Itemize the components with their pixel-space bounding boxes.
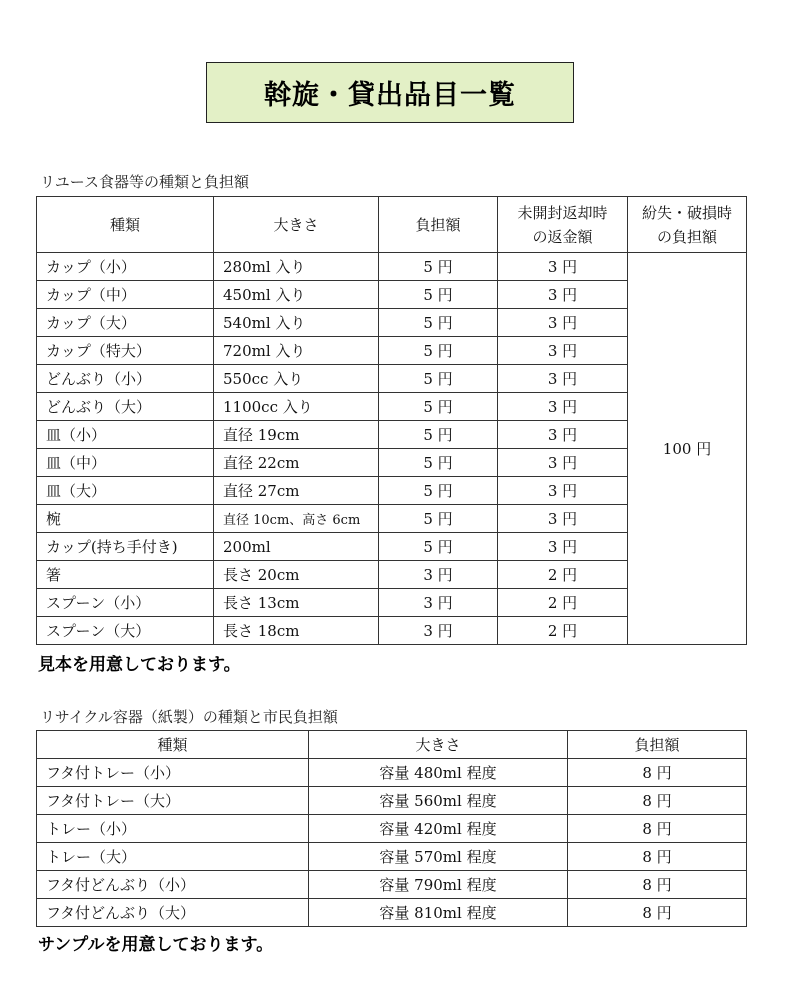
item-fee: 5 円 <box>379 253 498 281</box>
item-refund: 3 円 <box>498 505 628 533</box>
recycle-header-fee: 負担額 <box>568 731 747 759</box>
page-title: 斡旋・貸出品目一覧 <box>264 80 516 111</box>
item-fee: 3 円 <box>379 617 498 645</box>
reuse-table <box>36 196 747 645</box>
recycle-header-type: 種類 <box>37 731 309 759</box>
reuse-caption: リユース食器等の種類と負担額 <box>40 173 249 191</box>
table-row <box>37 253 747 281</box>
item-refund: 3 円 <box>498 281 628 309</box>
item-refund: 3 円 <box>498 477 628 505</box>
item-size: 直径 22cm <box>214 449 379 477</box>
container-fee: 8 円 <box>568 759 747 787</box>
container-fee: 8 円 <box>568 787 747 815</box>
item-refund: 2 円 <box>498 561 628 589</box>
container-type: フタ付トレー（大） <box>37 787 309 815</box>
item-type: 皿（大） <box>37 477 214 505</box>
table-row <box>37 787 747 815</box>
item-fee: 5 円 <box>379 365 498 393</box>
item-refund: 2 円 <box>498 617 628 645</box>
container-size: 容量 570ml 程度 <box>309 843 568 871</box>
item-type: カップ（特大） <box>37 337 214 365</box>
item-size: 長さ 20cm <box>214 561 379 589</box>
item-size: 550cc 入り <box>214 365 379 393</box>
item-refund: 3 円 <box>498 365 628 393</box>
item-type: スプーン（小） <box>37 589 214 617</box>
item-type: カップ（中） <box>37 281 214 309</box>
table-row <box>37 843 747 871</box>
item-size: 長さ 13cm <box>214 589 379 617</box>
reuse-header-fee: 負担額 <box>379 197 498 253</box>
item-refund: 3 円 <box>498 253 628 281</box>
container-type: フタ付どんぶり（大） <box>37 899 309 927</box>
loss-fee-cell: 100 円 <box>628 253 747 645</box>
item-fee: 5 円 <box>379 393 498 421</box>
item-refund: 3 円 <box>498 533 628 561</box>
item-fee: 5 円 <box>379 421 498 449</box>
container-type: フタ付トレー（小） <box>37 759 309 787</box>
reuse-header-size: 大きさ <box>214 197 379 253</box>
item-refund: 3 円 <box>498 309 628 337</box>
item-type: 皿（中） <box>37 449 214 477</box>
recycle-header-size: 大きさ <box>309 731 568 759</box>
item-refund: 3 円 <box>498 337 628 365</box>
title-box <box>206 62 574 123</box>
table-row <box>37 871 747 899</box>
reuse-header-row <box>37 197 747 253</box>
item-fee: 5 円 <box>379 449 498 477</box>
container-size: 容量 560ml 程度 <box>309 787 568 815</box>
item-type: 箸 <box>37 561 214 589</box>
reuse-header-loss-line2: の負担額 <box>656 227 717 246</box>
reuse-header-type: 種類 <box>37 197 214 253</box>
recycle-note: サンプルを用意しております。 <box>38 935 274 955</box>
container-type: フタ付どんぶり（小） <box>37 871 309 899</box>
item-size: 直径 27cm <box>214 477 379 505</box>
item-fee: 5 円 <box>379 533 498 561</box>
item-size: 450ml 入り <box>214 281 379 309</box>
table-row <box>37 899 747 927</box>
table-row <box>37 759 747 787</box>
item-size: 720ml 入り <box>214 337 379 365</box>
item-fee: 3 円 <box>379 561 498 589</box>
table-row <box>37 815 747 843</box>
recycle-header-row <box>37 731 747 759</box>
item-refund: 3 円 <box>498 393 628 421</box>
item-type: 椀 <box>37 505 214 533</box>
reuse-header-loss <box>628 197 747 253</box>
item-type: 皿（小） <box>37 421 214 449</box>
container-size: 容量 420ml 程度 <box>309 815 568 843</box>
item-fee: 5 円 <box>379 477 498 505</box>
item-size: 280ml 入り <box>214 253 379 281</box>
container-fee: 8 円 <box>568 899 747 927</box>
item-size: 200ml <box>214 533 379 561</box>
item-fee: 5 円 <box>379 281 498 309</box>
item-refund: 2 円 <box>498 589 628 617</box>
container-type: トレー（大） <box>37 843 309 871</box>
reuse-note: 見本を用意しております。 <box>38 655 241 675</box>
item-refund: 3 円 <box>498 449 628 477</box>
item-size: 540ml 入り <box>214 309 379 337</box>
item-size: 長さ 18cm <box>214 617 379 645</box>
item-type: どんぶり（小） <box>37 365 214 393</box>
reuse-header-loss-line1: 紛失・破損時 <box>641 203 732 222</box>
item-type: どんぶり（大） <box>37 393 214 421</box>
container-fee: 8 円 <box>568 843 747 871</box>
reuse-header-refund-line2: の返金額 <box>532 227 593 246</box>
item-fee: 5 円 <box>379 505 498 533</box>
container-type: トレー（小） <box>37 815 309 843</box>
item-size: 直径 19cm <box>214 421 379 449</box>
recycle-caption: リサイクル容器（紙製）の種類と市民負担額 <box>40 708 338 726</box>
reuse-header-refund <box>498 197 628 253</box>
container-size: 容量 480ml 程度 <box>309 759 568 787</box>
item-type: カップ(持ち手付き) <box>37 533 214 561</box>
item-size: 直径 10cm、高さ 6cm <box>214 505 379 533</box>
container-fee: 8 円 <box>568 871 747 899</box>
item-fee: 5 円 <box>379 309 498 337</box>
recycle-table <box>36 730 747 927</box>
item-fee: 3 円 <box>379 589 498 617</box>
item-type: カップ（小） <box>37 253 214 281</box>
container-size: 容量 790ml 程度 <box>309 871 568 899</box>
item-fee: 5 円 <box>379 337 498 365</box>
item-size: 1100cc 入り <box>214 393 379 421</box>
reuse-header-refund-line1: 未開封返却時 <box>517 203 608 222</box>
container-size: 容量 810ml 程度 <box>309 899 568 927</box>
item-refund: 3 円 <box>498 421 628 449</box>
container-fee: 8 円 <box>568 815 747 843</box>
item-type: カップ（大） <box>37 309 214 337</box>
item-type: スプーン（大） <box>37 617 214 645</box>
